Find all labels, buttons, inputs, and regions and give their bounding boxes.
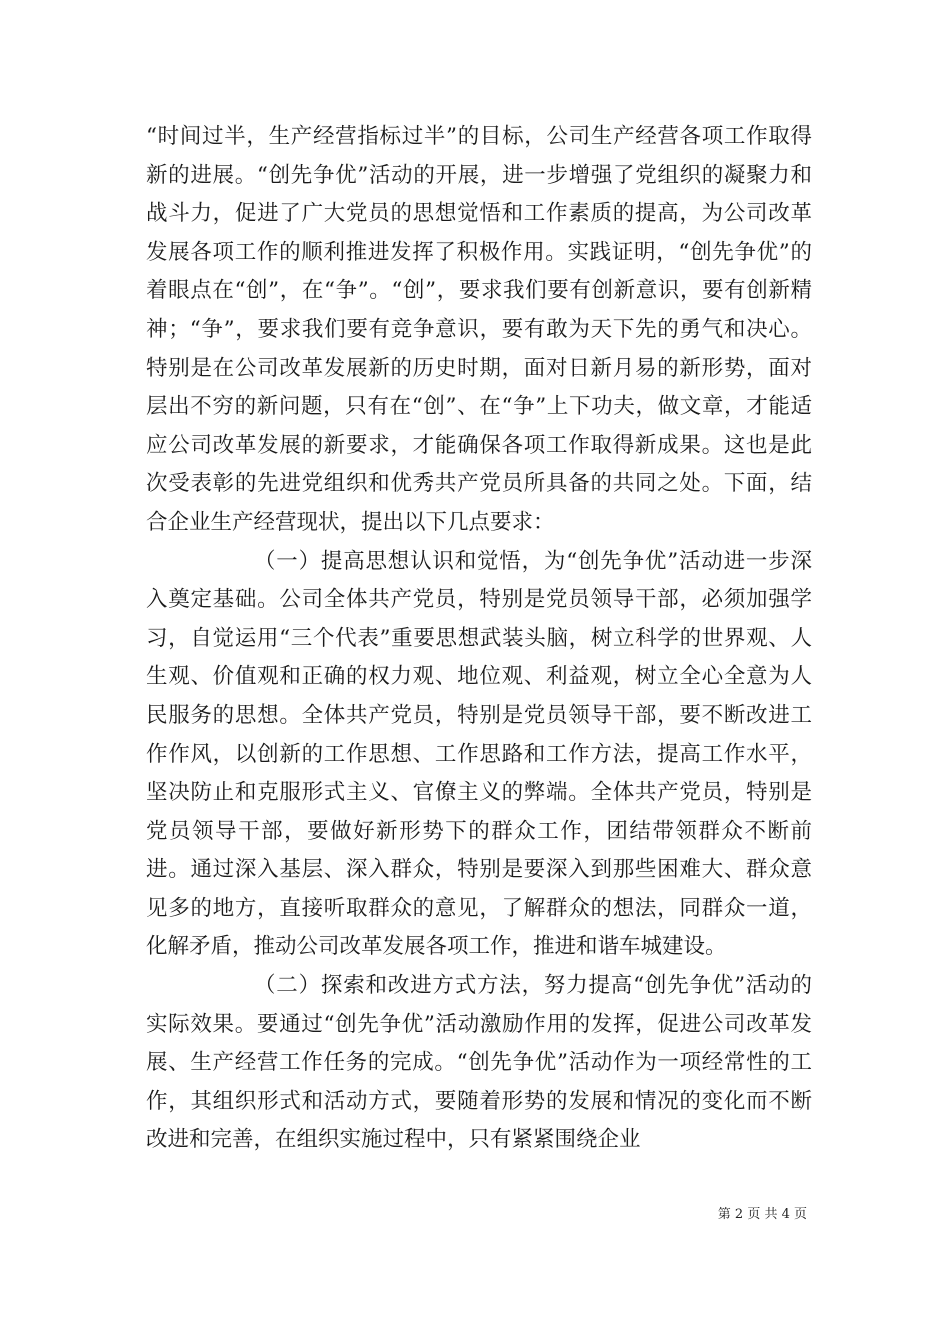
page-number-footer: 第 2 页 共 4 页 [717,1207,807,1222]
paragraph-point-one: （一）提高思想认识和觉悟，为“创先争优”活动进一步深入奠定基础。公司全体共产党员，特别是党员领导干部，必须加强学习，自觉运用“三个代表”重要思想武装头脑，树立科学的世界观、人生观、价值观和正确的权力观、地位观、利益观，树立全心全意为人民服务的思想。全体共产党员，特别是党员领导干部，要不断改进工作作风，以创新的工作思想、工作思路和工作方法，提高工作水平，坚决防止和克服形式主义、官僚主义的弊端。全体共产党员，特别是党员领导干部，要做好新形势下的群众工作，团结带领群众不断前进。通过深入基层、深入群众，特别是要深入到那些困难大、群众意见多的地方，直接听取群众的意见，了解群众的想法，同群众一道，化解矛盾，推动公司改革发展各项工作，推进和谐车城建设。 [146,548,812,960]
document-body [146,118,812,1160]
paragraph-point-two: （二）探索和改进方式方法，努力提高“创先争优”活动的实际效果。要通过“创先争优”活动激励作用的发挥，促进公司改革发展、生产经营工作任务的完成。“创先争优”活动作为一项经常性的工作，其组织形式和活动方式，要随着形势的发展和情况的变化而不断改进和完善，在组织实施过程中，只有紧紧围绕企业 [146,973,812,1153]
paragraph-intro: “时间过半，生产经营指标过半”的目标，公司生产经营各项工作取得新的进展。“创先争优”活动的开展，进一步增强了党组织的凝聚力和战斗力，促进了广大党员的思想觉悟和工作素质的提高，为公司改革发展各项工作的顺利推进发挥了积极作用。实践证明，“创先争优”的着眼点在“创”，在“争”。“创”，要求我们要有创新意识，要有创新精神；“争”，要求我们要有竞争意识，要有敢为天下先的勇气和决心。特别是在公司改革发展新的历史时期，面对日新月易的新形势，面对层出不穷的新问题，只有在“创”、在“争”上下功夫，做文章，才能适应公司改革发展的新要求，才能确保各项工作取得新成果。这也是此次受表彰的先进党组织和优秀共产党员所具备的共同之处。下面，结合企业生产经营现状，提出以下几点要求： [146,124,812,535]
